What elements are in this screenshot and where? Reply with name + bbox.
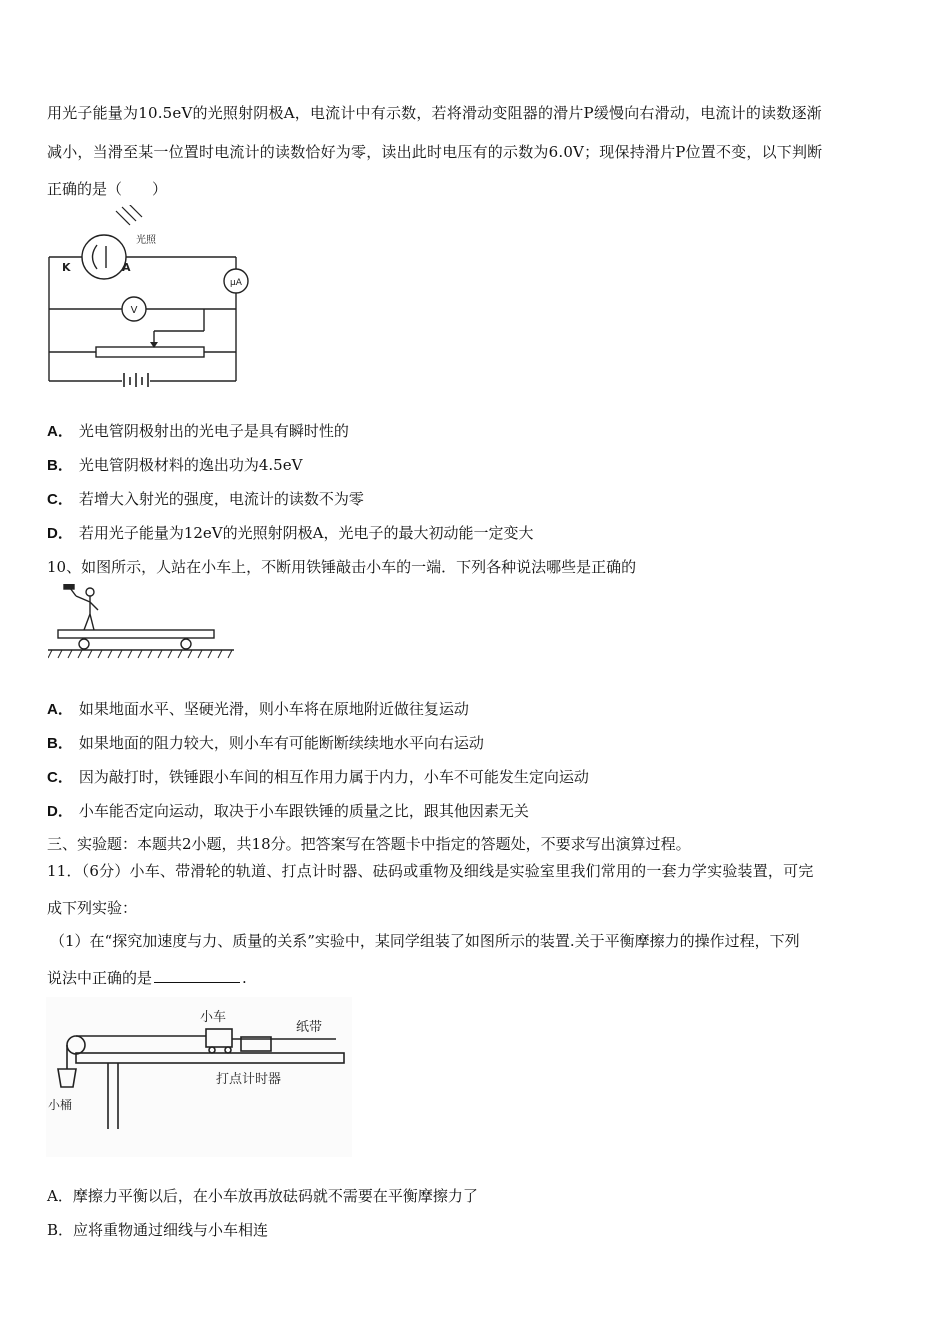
q9-option-d: D． 若用光子能量为12eV的光照射阴极A，光电子的最大初动能一定变大 [47, 524, 534, 542]
tape-label: 纸带 [296, 1020, 323, 1035]
timer-label: 打点计时器 [216, 1072, 282, 1087]
cart-label: 小车 [200, 1010, 227, 1025]
q9-stem-line2: 减小，当滑至某一位置时电流计的读数恰好为零，读出此时电压有的示数为6.0V；现保持滑片P位置不变，以下判断 [47, 143, 823, 161]
light-label: 光照 [136, 235, 156, 246]
k-label: K [62, 261, 71, 274]
photoelectric-circuit-figure [44, 205, 254, 387]
q9-stem-line3: 正确的是（ ） [47, 180, 168, 198]
q10-option-b: B． 如果地面的阻力较大，则小车有可能断断续续地水平向右运动 [47, 734, 484, 752]
ammeter-label: μA [230, 278, 242, 288]
q10-stem: 10、如图所示，人站在小车上，不断用铁锤敲击小车的一端．下列各种说法哪些是正确的 [47, 558, 637, 576]
q10-option-c: C． 因为敲打时，铁锤跟小车间的相互作用力属于内力，小车不可能发生定向运动 [47, 768, 589, 786]
voltmeter-label: V [130, 305, 138, 316]
section3-heading: 三、实验题：本题共2小题，共18分。把答案写在答题卡中指定的答题处，不要求写出演算过程。 [47, 835, 691, 853]
q11-stem-line2: 成下列实验： [47, 899, 138, 917]
q9-option-c: C． 若增大入射光的强度，电流计的读数不为零 [47, 490, 364, 508]
answer-blank[interactable] [154, 982, 240, 983]
a-label: A [122, 261, 131, 274]
q11-option-a: A．摩擦力平衡以后，在小车放再放砝码就不需要在平衡摩擦力了 [47, 1187, 478, 1205]
q11-option-b: B．应将重物通过细线与小车相连 [47, 1221, 269, 1239]
bucket-label: 小桶 [48, 1098, 73, 1112]
q9-option-a: A． 光电管阴极射出的光电子是具有瞬时性的 [47, 422, 349, 440]
q9-option-b: B． 光电管阴极材料的逸出功为4.5eV [47, 456, 303, 474]
q9-stem-line1: 用光子能量为10.5eV的光照射阴极A，电流计中有示数，若将滑动变阻器的滑片P缓慢向右滑动，电流计的读数逐渐 [47, 104, 822, 122]
q10-option-d: D． 小车能否定向运动，取决于小车跟铁锤的质量之比，跟其他因素无关 [47, 802, 529, 820]
q11-stem-line1: 11．（6分）小车、带滑轮的轨道、打点计时器、砝码或重物及细线是实验室里我们常用的一套力学实验装置，可完 [47, 862, 814, 880]
q11-part1-line1: （1）在“探究加速度与力、质量的关系”实验中，某同学组装了如图所示的装置.关于平衡摩擦力的操作过程，下列 [50, 932, 800, 950]
q10-option-a: A． 如果地面水平、坚硬光滑，则小车将在原地附近做往复运动 [47, 700, 469, 718]
q11-part1-line2: 说法中正确的是 . [47, 969, 247, 987]
cart-track-figure [46, 997, 352, 1157]
cart-hammer-figure [48, 584, 238, 662]
